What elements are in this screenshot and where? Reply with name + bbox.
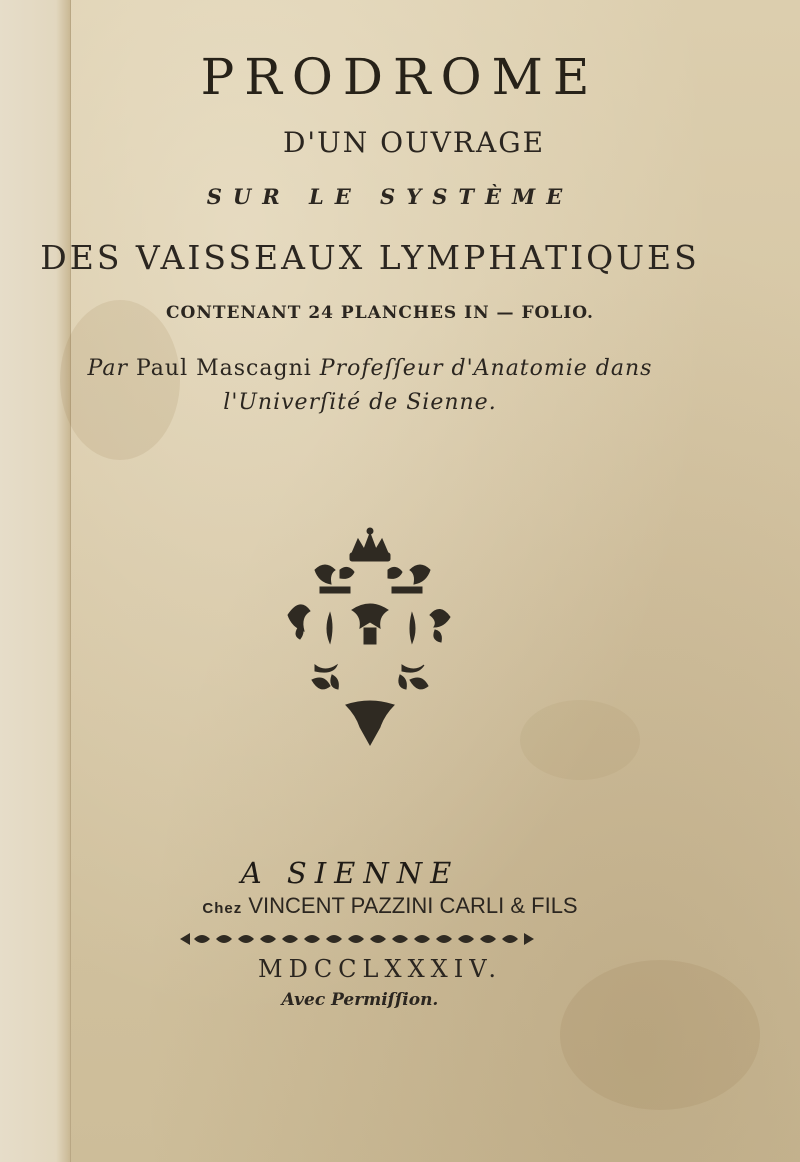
fleuron-chain-icon (180, 929, 540, 949)
book-title: PRODROME (200, 48, 600, 106)
subtitle-line-2: SUR LE SYSTÈME (206, 184, 574, 209)
imprint-printer-line (0, 893, 790, 919)
imprint-year: MDCCLXXXIV. (258, 955, 502, 983)
imprint-permission: Avec Permiſſion. (281, 990, 439, 1010)
author-title: Profeſſeur d'Anatomie dans (319, 356, 653, 381)
crown-fleuron-icon (270, 525, 470, 755)
author-first-name: Paul (135, 356, 189, 381)
author-par: Par (87, 356, 128, 381)
imprint-chez: Chez (202, 900, 243, 917)
paper-stain (520, 700, 640, 780)
page-edge (0, 0, 71, 1162)
author-last-name: Mascagni (196, 356, 312, 381)
author-line-1 (0, 356, 770, 381)
author-line-2: l'Univerſité de Sienne. (223, 390, 497, 415)
imprint-place: A SIENNE (240, 856, 460, 890)
imprint-printer: VINCENT PAZZINI CARLI & FILS (248, 893, 578, 918)
subtitle-line-3: DES VAISSEAUX LYMPHATIQUES (40, 238, 700, 277)
subtitle-line-4: CONTENANT 24 PLANCHES IN — FOLIO. (166, 303, 594, 323)
subtitle-line-1: D'UN OUVRAGE (282, 126, 546, 159)
